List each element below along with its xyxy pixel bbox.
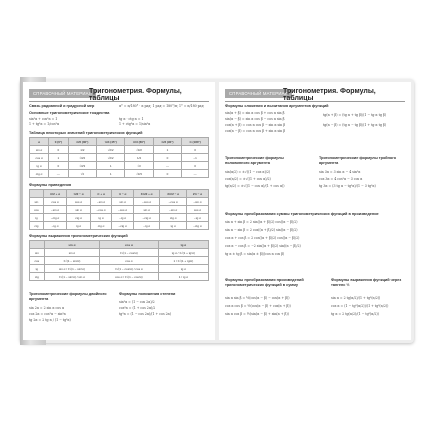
table-row (30, 222, 209, 230)
table-cell: √3/3 (68, 162, 96, 170)
table-row (30, 170, 209, 178)
via-tan-1: sin α = 2 tg(α/2)/(1 + tg²(α/2)) (331, 296, 381, 300)
table-cell: sin α (112, 198, 134, 206)
page-title: Тригонометрия. Формулы, таблицы (283, 88, 376, 102)
table-cell: −tg α (186, 214, 208, 222)
table-cell: −ctg α (43, 214, 66, 222)
identity-4: 1 + ctg²α = 1/sin²α (119, 122, 151, 126)
double-1: sin 2α = 2 sin α cos α (29, 306, 65, 310)
heading-via-tan: Формулы выражения функций через тангенс ½ (331, 278, 402, 287)
express-head-cell (30, 241, 45, 249)
reduction-head-cell: 2π − α (186, 190, 208, 198)
sum-3: cos(α + β) = cos α cos β − sin α sin β (225, 123, 286, 127)
sum-to-prod-2: sin α − sin β = 2 cos((α + β)/2) sin((α − β)/2) (225, 228, 298, 232)
heading-express: Формулы выражения тригонометрических функций (29, 234, 128, 238)
table-cell: −sin α (186, 198, 208, 206)
table-cell: 1 (153, 146, 181, 154)
identity-3: 1 + tg²α = 1/cos²α (29, 122, 60, 126)
table-cell: sin α (133, 206, 160, 214)
left-page (23, 82, 215, 340)
reduction-head-cell: π + α (90, 190, 112, 198)
table-cell: tg (30, 265, 45, 273)
table-cell: −sin α (90, 198, 112, 206)
page-title: Тригонометрия. Формулы, таблицы (89, 88, 182, 102)
table-cell: cos α (67, 198, 90, 206)
table-cell: √3/3 (125, 170, 153, 178)
identity-2: tg α · ctg α = 1 (119, 117, 144, 121)
left-page-header (29, 88, 209, 100)
table-cell: √3/2 (125, 146, 153, 154)
table-cell: sin (30, 198, 44, 206)
half-3: tg(α/2) = ±√((1 − cos α)/(1 + cos α)) (225, 184, 285, 188)
table-cell: sin α (44, 249, 99, 257)
table-cell: tg α (90, 214, 112, 222)
values-head-cell: α (30, 138, 49, 146)
table-cell: −ctg α (112, 222, 134, 230)
table-cell: tg α (158, 265, 208, 273)
reduction-head-cell: π − α (112, 190, 134, 198)
sum-to-prod-5: tg α ± tg β = sin(α ± β)/(cos α cos β) (225, 252, 285, 256)
prod-to-sum-1: sin α sin β = ½(cos(α − β) − cos(α + β)) (225, 296, 290, 300)
table-row (30, 198, 209, 206)
table-cell: ctg (30, 222, 44, 230)
heading-identities: Основные тригонометрические тождества (29, 111, 110, 115)
values-head-cell: π/4 (45°) (96, 138, 124, 146)
values-head-cell: π (180°) (182, 138, 209, 146)
table-cell: −cos α (133, 198, 160, 206)
table-cell: ctg α (67, 214, 90, 222)
table-row (30, 214, 209, 222)
via-tan-2: cos α = (1 − tg²(α/2))/(1 + tg²(α/2)) (331, 304, 389, 308)
table-cell: ±√(1 − cos²α) / cos α (100, 265, 159, 273)
table-cell: 1 (96, 162, 124, 170)
power-1: sin²α = (1 − cos 2α)/2 (119, 300, 155, 304)
triple-3: tg 3α = (3 tg α − tg³α)/(1 − 3 tg²α) (319, 184, 376, 188)
sum-4: cos(α − β) = cos α cos β + sin α sin β (225, 129, 286, 133)
table-row (30, 146, 209, 154)
prod-to-sum-3: sin α cos β = ½(sin(α − β) + sin(α + β)) (225, 312, 289, 316)
table-cell: 0 (182, 162, 209, 170)
values-head-cell: π/6 (30°) (68, 138, 96, 146)
table-row (30, 265, 209, 273)
table-cell: 1 (96, 170, 124, 178)
express-head-cell: cos α (100, 241, 159, 249)
table-cell: sin (30, 249, 45, 257)
triple-1: sin 3α = 3 sin α − 4 sin³α (319, 170, 361, 174)
sum-to-prod-1: sin α + sin β = 2 sin((α + β)/2) cos((α − β)/2) (225, 220, 298, 224)
double-3: tg 2α = 2 tg α / (1 − tg²α) (29, 318, 71, 322)
sum-1: sin(α + β) = sin α cos β + cos α sin β (225, 111, 285, 115)
header-rule (29, 101, 209, 102)
sum-2: sin(α − β) = sin α cos β − cos α sin β (225, 117, 285, 121)
table-cell: √3 (125, 162, 153, 170)
table-row (30, 257, 209, 265)
values-head-cell: 0 (0°) (49, 138, 68, 146)
express-head-cell: sin α (44, 241, 99, 249)
table-cell: 0 (49, 162, 68, 170)
double-2: cos 2α = cos²α − sin²α (29, 312, 66, 316)
express-head-cell: tg α (158, 241, 208, 249)
table-row (30, 162, 209, 170)
triple-2: cos 3α = 4 cos³α − 3 cos α (319, 177, 363, 181)
table-cell: tg α (67, 222, 90, 230)
right-page (219, 82, 411, 340)
table-cell: cos α (30, 154, 49, 162)
table-cell: tg α (30, 162, 49, 170)
table-cell: 0 (49, 146, 68, 154)
reduction-table (29, 189, 209, 230)
section-tag: СПРАВОЧНЫЙ МАТЕРИАЛ (29, 89, 96, 98)
table-cell: −ctg α (133, 214, 160, 222)
table-cell: √3/2 (68, 154, 96, 162)
heading-reduction: Формулы приведения (29, 183, 72, 187)
table-cell: cos (30, 206, 44, 214)
booklet-spread (20, 79, 414, 343)
heading-power: Формулы понижения степени (119, 292, 176, 296)
reduction-head-cell: π/2 + α (43, 190, 66, 198)
table-cell: sin α / ±√(1 − sin²α) (44, 265, 99, 273)
table-cell: −cos α (160, 198, 187, 206)
table-cell: ctg α (30, 170, 49, 178)
table-cell: cos α (100, 257, 159, 265)
table-cell: cos α (43, 198, 66, 206)
table-cell: −tg α (43, 222, 66, 230)
heading-double: Тригонометрические формулы двойного аргумента (29, 292, 107, 301)
heading-triple: Тригонометрические формулы тройного аргумента (319, 156, 397, 165)
table-cell: √2/2 (96, 146, 124, 154)
table-cell: 0 (182, 146, 209, 154)
table-cell: — (153, 162, 181, 170)
table-cell: ±√(1 − sin²α) (44, 257, 99, 265)
right-page-header (225, 88, 405, 100)
table-cell: tg α / ±√(1 + tg²α) (158, 249, 208, 257)
table-row (30, 249, 209, 257)
table-cell: cos α (186, 206, 208, 214)
table-cell: 1 / tg α (158, 273, 208, 281)
table-cell: ctg (30, 273, 45, 281)
table-cell: 1 (49, 154, 68, 162)
table-cell: tg (30, 214, 44, 222)
table-cell: −tg α (133, 222, 160, 230)
power-2: cos²α = (1 + cos 2α)/2 (119, 306, 156, 310)
table-row (30, 273, 209, 281)
heading-radian: Связь радианной и градусной мер (29, 104, 95, 108)
heading-prod-to-sum: Формулы преобразования произведений тригонометрических функций в сумму (225, 278, 304, 287)
table-cell: √3 (68, 170, 96, 178)
express-table (29, 240, 209, 281)
table-cell: −sin α (43, 206, 66, 214)
table-cell: 0 (153, 170, 181, 178)
table-cell: 1 / ±√(1 + tg²α) (158, 257, 208, 265)
heading-sum-to-prod: Формулы преобразования суммы тригонометрических функций в произведение (225, 212, 379, 216)
heading-values: Таблица некоторых значений тригонометрических функций (29, 131, 143, 135)
table-cell: 1/2 (68, 146, 96, 154)
heading-half: Тригонометрические формулы половинного аргумента (225, 156, 284, 165)
sum-to-prod-4: cos α − cos β = −2 sin((α + β)/2) sin((α − β)/2) (225, 244, 301, 248)
header-rule (225, 101, 405, 102)
sum-to-prod-3: cos α + cos β = 2 cos((α + β)/2) cos((α − β)/2) (225, 236, 300, 240)
table-cell: — (182, 170, 209, 178)
table-cell: sin α (67, 206, 90, 214)
sum-tg-1: tg(α + β) = (tg α + tg β)/(1 − tg α tg β) (323, 113, 387, 117)
table-cell: −ctg α (186, 222, 208, 230)
table-cell: — (49, 170, 68, 178)
half-1: sin(α/2) = ±√((1 − cos α)/2) (225, 170, 271, 174)
table-cell: ±√(1 − sin²α) / sin α (44, 273, 99, 281)
radian-formula: α° = π/180° · α рад; 1 рад = 180°/π; 1° = π/180 рад (119, 104, 204, 108)
values-head-cell: π/3 (60°) (125, 138, 153, 146)
table-cell: tg α (160, 222, 187, 230)
table-cell: −tg α (112, 214, 134, 222)
power-3: tg²α = (1 − cos 2α)/(1 + cos 2α) (119, 312, 172, 316)
via-tan-3: tg α = 2 tg(α/2)/(1 − tg²(α/2)) (331, 312, 379, 316)
table-cell: 0 (153, 154, 181, 162)
table-cell: √2/2 (96, 154, 124, 162)
table-cell: sin α (30, 146, 49, 154)
table-cell: cos α / ±√(1 − cos²α) (100, 273, 159, 281)
table-cell: ±√(1 − cos²α) (100, 249, 159, 257)
prod-to-sum-2: cos α cos β = ½(cos(α − β) + cos(α + β)) (225, 304, 291, 308)
table-cell: ctg α (160, 214, 187, 222)
half-2: cos(α/2) = ±√((1 + cos α)/2) (225, 177, 271, 181)
identity-1: sin²α + cos²α = 1 (29, 117, 58, 121)
reduction-head-cell: 3π/2 + α (133, 190, 160, 198)
table-row (30, 154, 209, 162)
heading-sum: Формулы сложения и вычитания аргументов функций (225, 104, 329, 108)
reduction-head-cell: π/2 − α (67, 190, 90, 198)
table-cell: −cos α (90, 206, 112, 214)
values-table (29, 137, 209, 178)
reduction-head-cell (30, 190, 44, 198)
table-cell: −1 (182, 154, 209, 162)
table-cell: −cos α (112, 206, 134, 214)
table-cell: 1/2 (125, 154, 153, 162)
table-cell: −sin α (160, 206, 187, 214)
values-head-cell: π/2 (90°) (153, 138, 181, 146)
table-cell: ctg α (90, 222, 112, 230)
table-cell: cos (30, 257, 45, 265)
table-row (30, 206, 209, 214)
reduction-head-cell: 3π/2 − α (160, 190, 187, 198)
sum-tg-2: tg(α − β) = (tg α − tg β)/(1 + tg α tg β) (323, 123, 387, 127)
section-tag: СПРАВОЧНЫЙ МАТЕРИАЛ (225, 89, 292, 98)
